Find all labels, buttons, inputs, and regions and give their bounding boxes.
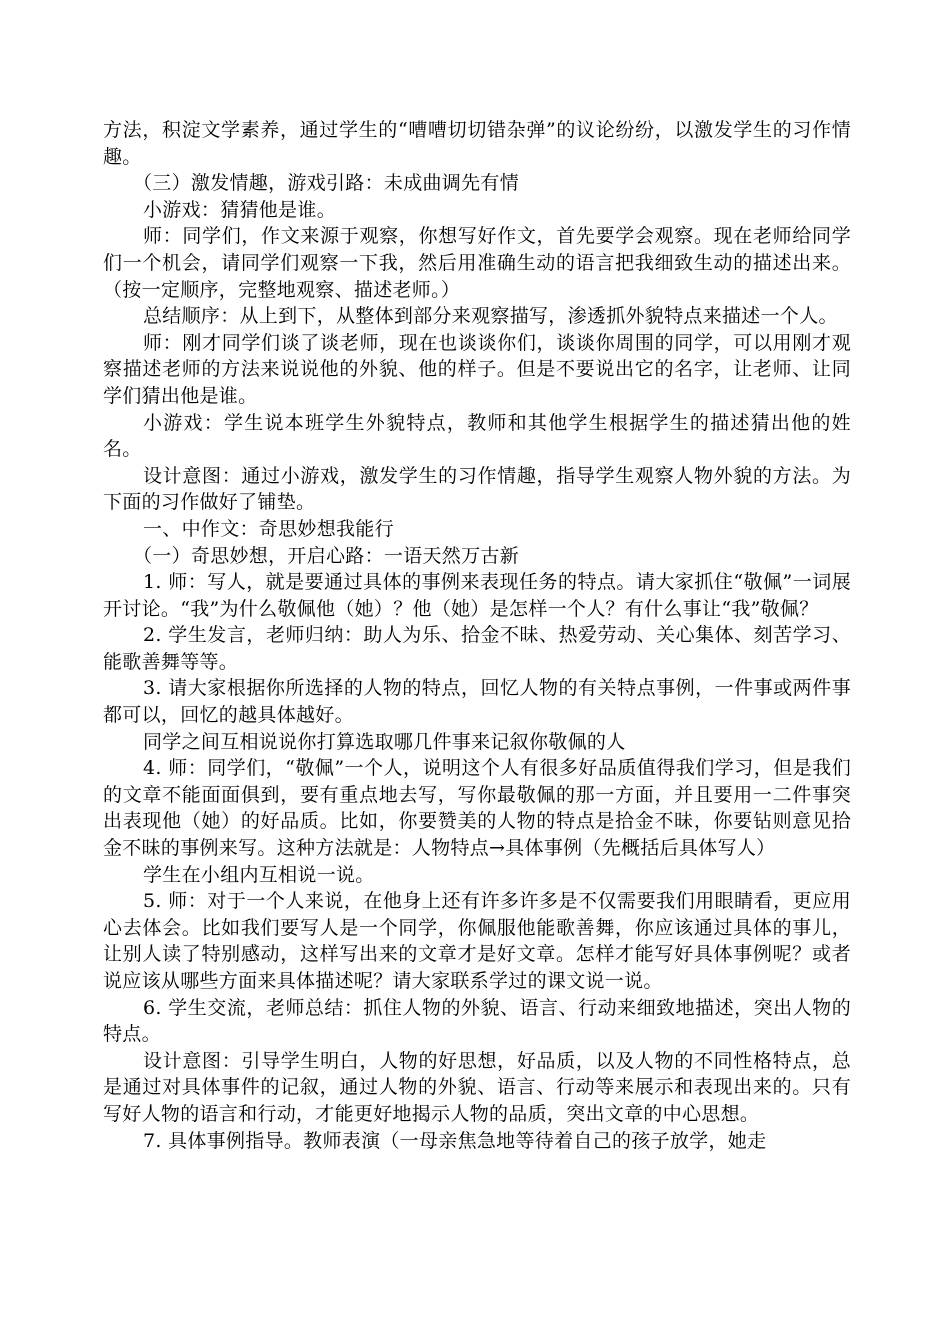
paragraph-step-4: 4. 师：同学们，“敬佩”一个人，说明这个人有很多好品质值得我们学习，但是我们的文章不能面面俱到，要有重点地去写，写你最敬佩的那一方面，并且要用一二件事突出表现他（她）的好品质。比如，你要赞美的人物的特点是拾金不昧，你要钻则意见拾金不昧的事例来写。这种方法就是：人物特点→具体事例（先概括后具体写人） [103, 757, 851, 860]
paragraph-teacher-observe: 师：同学们，作文来源于观察，你想写好作文，首先要学会观察。现在老师给同学们一个机会，请同学们观察一下我，然后用准确生动的语言把我细致生动的描述出来。（按一定顺序，完整地观察、描述老师。） [103, 225, 851, 301]
paragraph-step-6: 6. 学生交流，老师总结：抓住人物的外貌、语言、行动来细致地描述，突出人物的特点。 [103, 996, 851, 1046]
paragraph-design-intent-1: 设计意图：通过小游戏，激发学生的习作情趣，指导学生观察人物外貌的方法。为下面的习作做好了铺垫。 [103, 464, 851, 514]
subsection-heading-1: （一）奇思妙想，开启心路：一语天然万古新 [133, 544, 520, 567]
section-heading-1: 一、中作文：奇思妙想我能行 [143, 517, 394, 540]
paragraph-game-guess: 小游戏：学生说本班学生外貌特点，教师和其他学生根据学生的描述猜出他的姓名。 [103, 411, 851, 461]
paragraph-step-3: 3. 请大家根据你所选择的人物的特点，回忆人物的有关特点事例，一件事或两件事都可以，回忆的越具体越好。 [103, 677, 851, 727]
paragraph-game-title: 小游戏：猜猜他是谁。 [143, 198, 337, 221]
paragraph-step-7: 7. 具体事例指导。教师表演（一母亲焦急地等待着自己的孩子放学，她走 [143, 1129, 767, 1152]
paragraph-teacher-classmates: 师：刚才同学们谈了谈老师，现在也谈谈你们，谈谈你周围的同学，可以用刚才观察描述老师的方法来说说他的外貌、他的样子。但是不要说出它的名字，让老师、让同学们猜出他是谁。 [103, 331, 851, 407]
paragraph-step-2: 2. 学生发言，老师归纳：助人为乐、拾金不昧、热爱劳动、关心集体、刻苦学习、能歌善舞等等。 [103, 624, 851, 673]
paragraph-peer-talk: 同学之间互相说说你打算选取哪几件事来记叙你敬佩的人 [143, 730, 626, 753]
paragraph-1: 方法，积淀文学素养，通过学生的“嘈嘈切切错杂弹”的议论纷纷，以激发学生的习作情趣。 [103, 119, 851, 168]
paragraph-step-5: 5. 师：对于一个人来说，在他身上还有许多许多是不仅需要我们用眼睛看，更应用心去体会。比如我们要写人是一个同学，你佩服他能歌善舞，你应该通过具体的事儿，让别人读了特别感动，这样写出来的文章才是好文章。怎样才能写好具体事例呢？或者说应该从哪些方面来具体描述呢？请大家联系学过的课文说一说。 [103, 890, 851, 992]
paragraph-step-1: 1. 师：写人，就是要通过具体的事例来表现任务的特点。请大家抓住“敬佩”一词展开讨论。“我”为什么敬佩他（她）？他（她）是怎样一个人？有什么事让“我”敬佩？ [103, 571, 851, 620]
document-page [103, 117, 851, 1154]
section-heading-3: （三）激发情趣，游戏引路：未成曲调先有情 [133, 172, 520, 195]
paragraph-summary-order: 总结顺序：从上到下，从整体到部分来观察描写，渗透抓外貌特点来描述一个人。 [143, 305, 838, 328]
paragraph-design-intent-2: 设计意图：引导学生明白，人物的好思想，好品质，以及人物的不同性格特点，总是通过对具体事件的记叙，通过人物的外貌、语言、行动等来展示和表现出来的。只有写好人物的语言和行动，才能更好地揭示人物的品质，突出文章的中心思想。 [103, 1049, 851, 1125]
paragraph-group-talk: 学生在小组内互相说一说。 [143, 863, 375, 886]
